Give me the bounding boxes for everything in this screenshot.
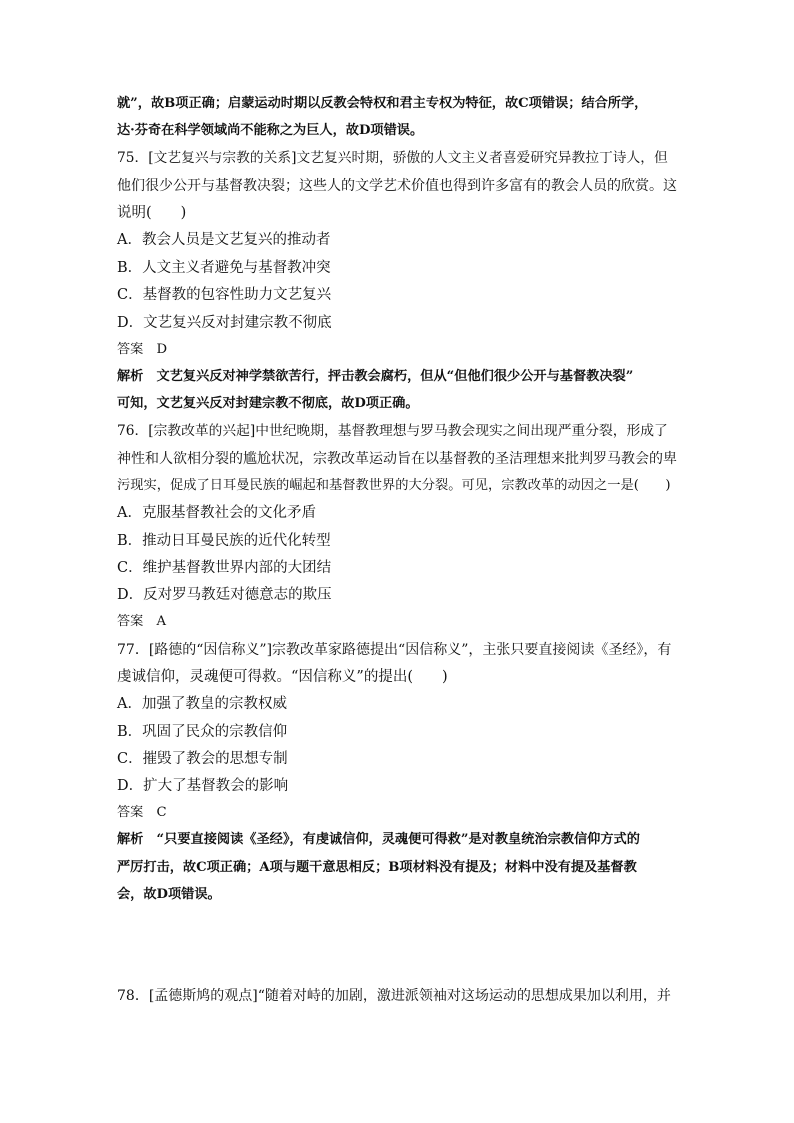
question-77-option-d: D．扩大了基督教会的影响 [117,778,289,794]
explanation-74-line-1: 就”，故B项正确；启蒙运动时期以反教会特权和君主专权为特征，故C项错误；结合所学， [117,96,648,111]
question-76-option-b: B．推动日耳曼民族的近代化转型 [117,533,331,549]
question-75-option-a: A．教会人员是文艺复兴的推动者 [117,232,331,248]
question-75-option-d: D．文艺复兴反对封建宗教不彻底 [117,315,332,331]
question-77-option-a: A．加强了教皇的宗教权威 [117,696,287,712]
question-77-explanation-line-3: 会，故D项错误。 [117,887,221,902]
question-77-explanation-line-2: 严厉打击，故C项正确；A项与题干意思相反；B项材料没有提及；材料中没有提及基督教 [117,860,637,875]
question-76-option-c: C．维护基督教世界内部的大团结 [117,560,332,576]
question-77-option-b: B．巩固了民众的宗教信仰 [117,724,288,740]
question-75-option-c: C．基督教的包容性助力文艺复兴 [117,287,332,303]
question-76-option-a: A．克服基督教社会的文化矛盾 [117,505,316,521]
question-75-answer: 答案 D [117,342,168,357]
question-77-explanation-line-1: 解析 “只要直接阅读《圣经》，有虔诚信仰，灵魂便可得救”是对教皇统治宗教信仰方式的 [117,832,640,847]
question-78-stem-line-1: 78．[孟德斯鸠的观点]“随着对峙的加剧，激进派领袖对这场运动的思想成果加以利用，并 [117,988,671,1004]
explanation-74-line-2: 达·芬奇在科学领域尚不能称之为巨人，故D项错误。 [117,123,424,138]
question-76-stem-line-2: 神性和人欲相分裂的尴尬状况，宗教改革运动旨在以基督教的圣洁理想来批判罗马教会的卑 [117,451,677,467]
question-75-explanation-line-1: 解析 文艺复兴反对神学禁欲苦行，抨击教会腐朽，但从“但他们很少公开与基督教决裂” [117,369,634,384]
question-76-option-d: D．反对罗马教廷对德意志的欺压 [117,587,332,603]
question-75-stem-line-1: 75．[文艺复兴与宗教的关系]文艺复兴时期，骄傲的人文主义者喜爱研究异教拉丁诗人，但 [117,150,668,166]
question-75-stem-line-2: 他们很少公开与基督教决裂；这些人的文学艺术价值也得到许多富有的教会人员的欣赏。这 [117,178,677,194]
question-75-explanation-line-2: 可知，文艺复兴反对封建宗教不彻底，故D项正确。 [117,396,419,411]
question-77-stem-line-2: 虔诚信仰，灵魂便可得救。“因信称义”的提出( ) [117,669,448,685]
question-77-option-c: C．摧毁了教会的思想专制 [117,751,288,767]
question-75-stem-line-3: 说明( ) [117,205,187,221]
question-77-answer: 答案 C [117,805,167,820]
question-75-option-b: B．人文主义者避免与基督教冲突 [117,260,331,276]
question-77-stem-line-1: 77．[路德的“因信称义”]宗教改革家路德提出“因信称义”，主张只要直接阅读《圣经》，有 [117,642,672,658]
question-76-stem-line-1: 76．[宗教改革的兴起]中世纪晚期，基督教理想与罗马教会现实之间出现严重分裂，形成了 [117,423,668,439]
question-76-stem-line-3: 污现实，促成了日耳曼民族的崛起和基督教世界的大分裂。可见，宗教改革的动因之一是( ) [117,478,671,493]
question-76-answer: 答案 A [117,614,167,629]
